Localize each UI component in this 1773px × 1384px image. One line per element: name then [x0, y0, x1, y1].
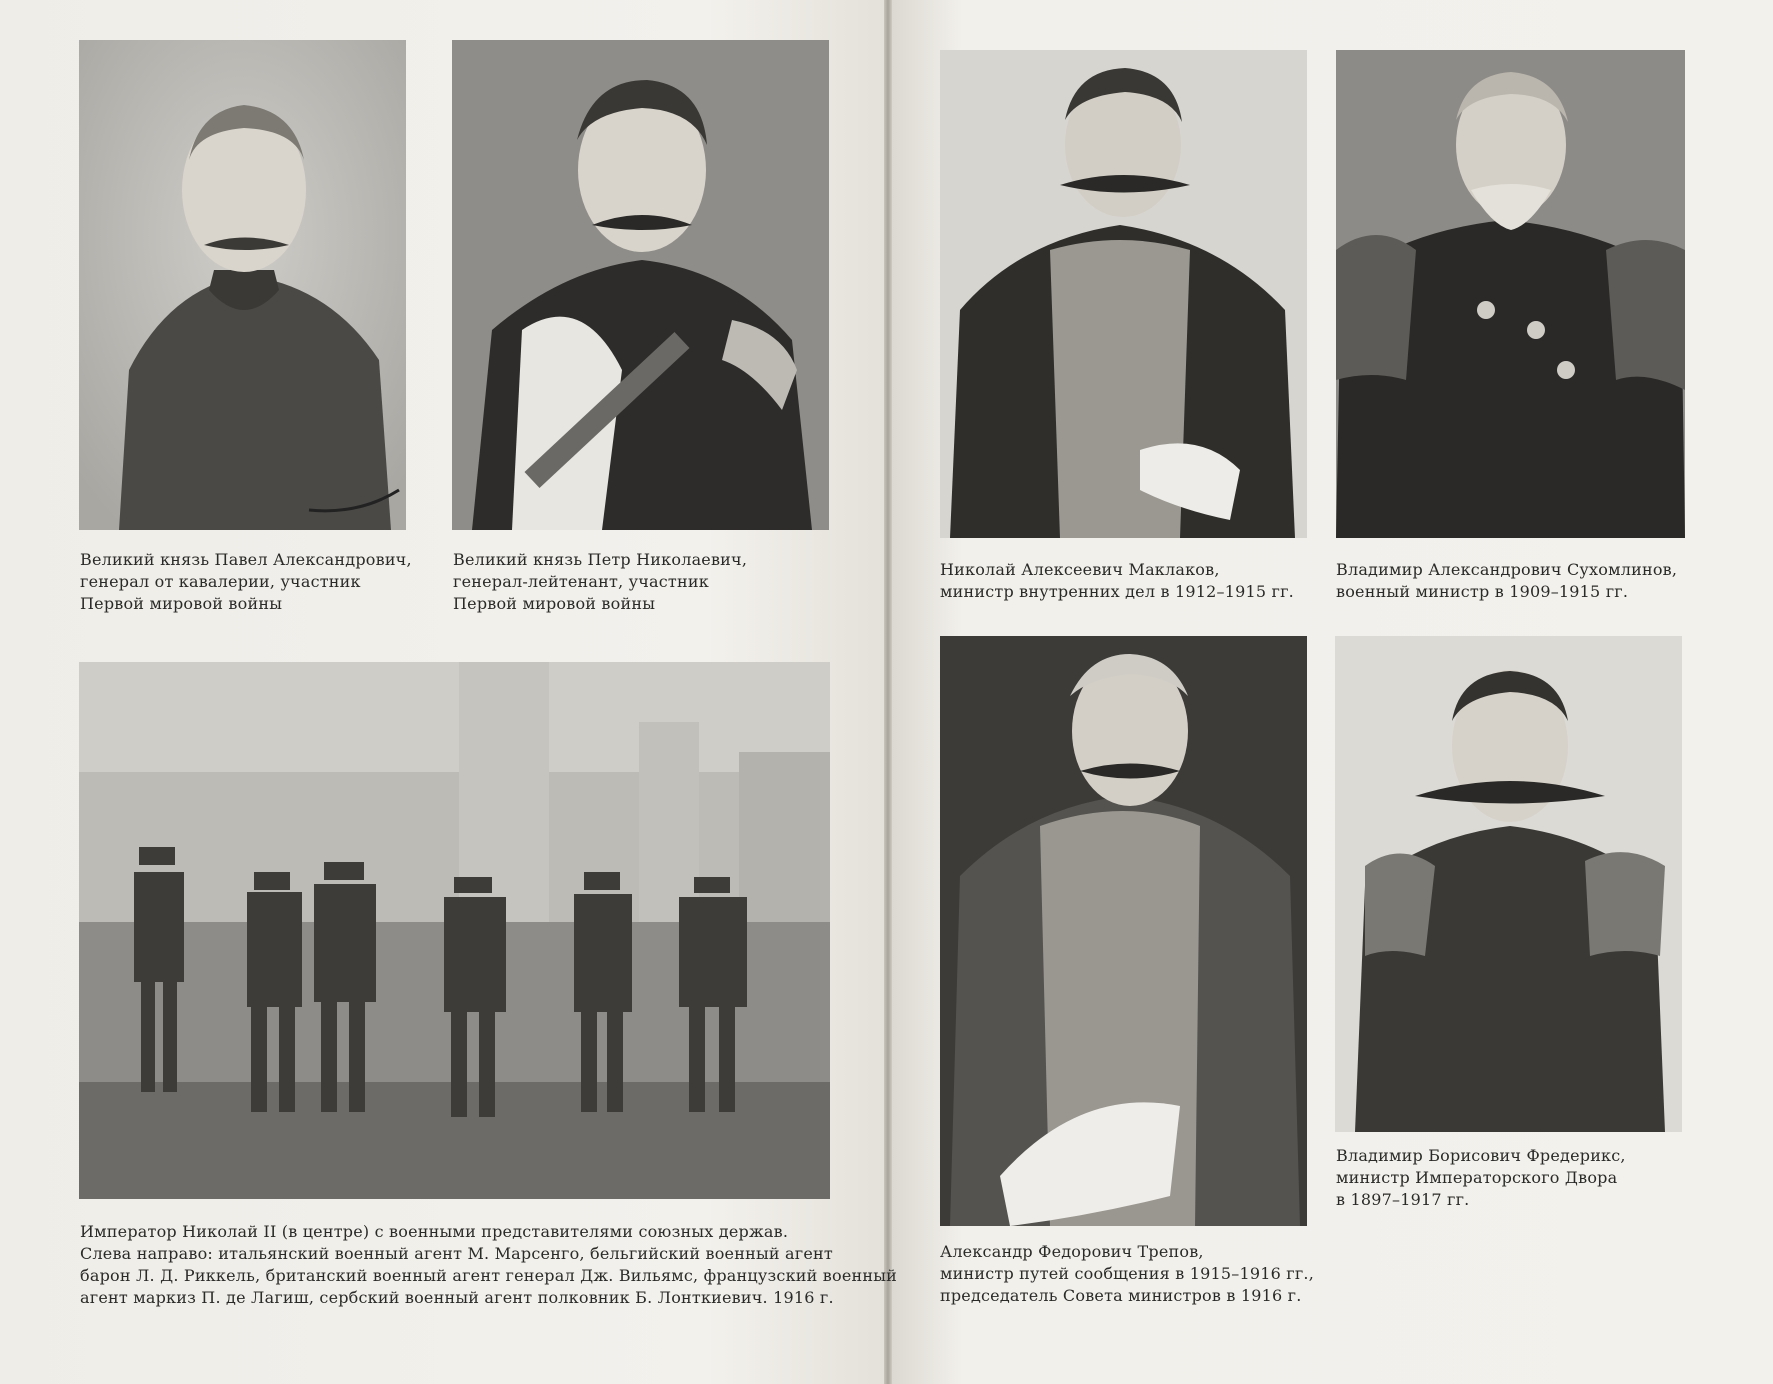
caption-maklakov: [940, 559, 1294, 603]
book-gutter: [884, 0, 892, 1384]
caption-line: Первой мировой войны: [80, 594, 283, 613]
caption-line: генерал от кавалерии, участник: [80, 572, 361, 591]
caption-line: председатель Совета министров в 1916 г.: [940, 1286, 1302, 1305]
caption-line: Слева направо: итальянский военный агент М. Марсенго, бельгийский военный агент: [80, 1244, 833, 1263]
caption-line: Александр Федорович Трепов,: [940, 1242, 1204, 1261]
group-photo-allied-officers: [79, 662, 830, 1199]
portrait-photo-pavel: [79, 40, 406, 530]
portrait-photo-frederiks: [1335, 636, 1682, 1132]
caption-line: агент маркиз П. де Лагиш, сербский военный агент полковник Б. Лонткиевич. 1916 г.: [80, 1288, 834, 1307]
caption-pavel: [80, 549, 412, 615]
caption-line: Николай Алексеевич Маклаков,: [940, 560, 1220, 579]
caption-sukhomlinov: [1336, 559, 1677, 603]
caption-frederiks: [1336, 1145, 1626, 1211]
caption-line: генерал-лейтенант, участник: [453, 572, 709, 591]
caption-line: Первой мировой войны: [453, 594, 656, 613]
portrait-photo-maklakov: [940, 50, 1307, 538]
caption-petr: [453, 549, 747, 615]
caption-line: Великий князь Петр Николаевич,: [453, 550, 748, 569]
caption-line: в 1897–1917 гг.: [1336, 1190, 1470, 1209]
caption-trepov: [940, 1241, 1314, 1307]
caption-line: Владимир Александрович Сухомлинов,: [1336, 560, 1678, 579]
caption-group-photo: [80, 1221, 897, 1309]
caption-line: министр внутренних дел в 1912–1915 гг.: [940, 582, 1294, 601]
caption-line: Великий князь Павел Александрович,: [80, 550, 412, 569]
caption-line: барон Л. Д. Риккель, британский военный агент генерал Дж. Вильямс, французский военный: [80, 1266, 898, 1285]
portrait-photo-petr: [452, 40, 829, 530]
caption-line: военный министр в 1909–1915 гг.: [1336, 582, 1629, 601]
portrait-photo-sukhomlinov: [1336, 50, 1685, 538]
caption-line: министр путей сообщения в 1915–1916 гг.,: [940, 1264, 1314, 1283]
caption-line: Владимир Борисович Фредерикс,: [1336, 1146, 1626, 1165]
caption-line: Император Николай II (в центре) с военными представителями союзных держав.: [80, 1222, 789, 1241]
portrait-photo-trepov: [940, 636, 1307, 1226]
caption-line: министр Императорского Двора: [1336, 1168, 1618, 1187]
